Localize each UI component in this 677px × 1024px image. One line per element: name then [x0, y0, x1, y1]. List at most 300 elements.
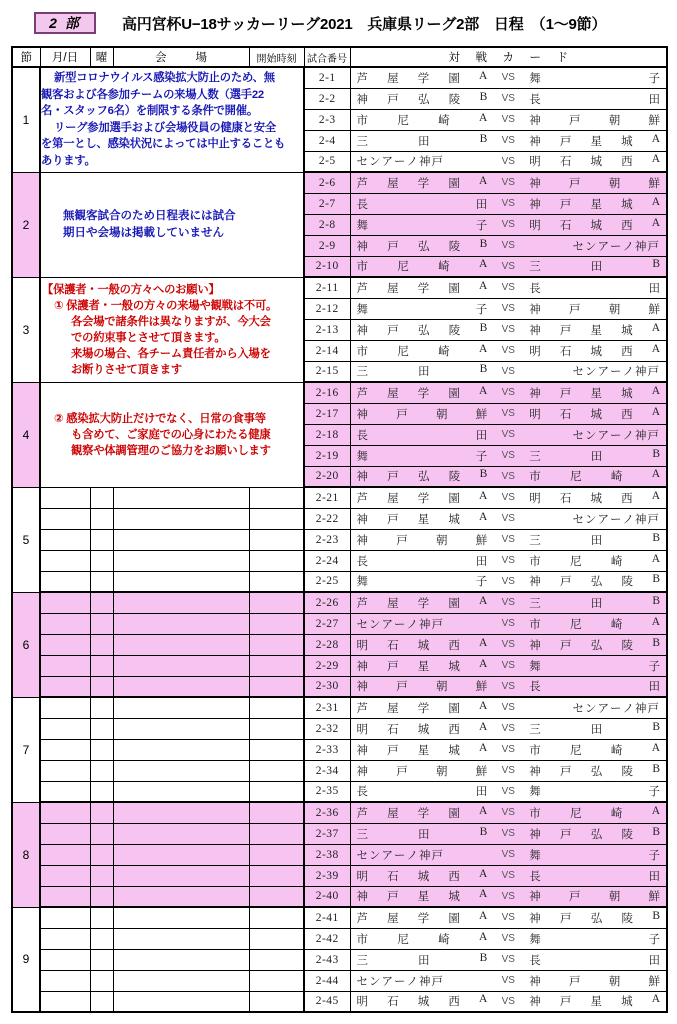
time-cell[interactable]: [249, 886, 304, 907]
match-number-cell: 2-21: [304, 487, 350, 508]
match-number-cell: 2-15: [304, 361, 350, 382]
dow-cell[interactable]: [90, 844, 113, 865]
venue-cell[interactable]: [113, 802, 249, 823]
time-cell[interactable]: [249, 571, 304, 592]
match-number-cell: 2-20: [304, 466, 350, 487]
table-row: [12, 760, 667, 781]
match-number-cell: 2-14: [304, 340, 350, 361]
time-cell[interactable]: [249, 718, 304, 739]
venue-cell[interactable]: [113, 949, 249, 970]
team-home: 神 戸 朝 鮮: [356, 681, 488, 694]
team-home: 芦 屋 学 園 A: [356, 594, 488, 610]
date-cell[interactable]: [40, 487, 90, 508]
team-away: セ ン ア ー ノ 神 戸: [572, 513, 660, 526]
date-cell[interactable]: [40, 655, 90, 676]
vs-label: VS: [501, 198, 515, 209]
table-row: [12, 655, 667, 676]
date-cell[interactable]: [40, 886, 90, 907]
dow-cell[interactable]: [90, 613, 113, 634]
venue-cell[interactable]: [113, 928, 249, 949]
date-cell[interactable]: [40, 802, 90, 823]
time-cell[interactable]: [249, 487, 304, 508]
page-title: 高円宮杯U−18サッカーリーグ2021 兵庫県リーグ2部 日程 （1〜9節）: [122, 15, 607, 33]
time-cell[interactable]: [249, 592, 304, 613]
team-home: 長 田: [356, 555, 488, 568]
dow-cell[interactable]: [90, 487, 113, 508]
match-card-cell: [350, 529, 667, 550]
venue-cell[interactable]: [113, 907, 249, 928]
vs-label: VS: [501, 513, 515, 524]
vs-label: VS: [501, 828, 515, 839]
vs-label: VS: [501, 890, 515, 902]
team-away: 市 尼 崎 A: [529, 615, 660, 631]
venue-cell[interactable]: [113, 592, 249, 613]
team-away: 舞 子: [529, 849, 660, 862]
match-number-cell: 2-36: [304, 802, 350, 823]
time-cell[interactable]: [249, 550, 304, 571]
dow-cell[interactable]: [90, 991, 113, 1012]
notice-block: [40, 172, 304, 277]
table-row: [12, 382, 667, 403]
table-body: [12, 67, 667, 1012]
team-home: 明 石 城 西 A: [356, 720, 488, 736]
notice-text: 新型コロナウイルス感染拡大防止のため、無 観客および各参加チームの来場人数（選手22 名・スタッフ6名）を制限する条件で開催。 リーグ参加選手および会場役員の健康と安全 を第一とし、感染状況によっては中止すること​も あります。: [41, 72, 286, 167]
date-cell[interactable]: [40, 844, 90, 865]
team-away: 明 石 城 西 A: [529, 153, 660, 169]
match-card-cell: [350, 508, 667, 529]
venue-cell[interactable]: [113, 739, 249, 760]
team-home: セ ン ア ー ノ 神 戸: [356, 975, 444, 988]
time-cell[interactable]: [249, 991, 304, 1012]
match-card-cell: [350, 88, 667, 109]
match-number-cell: 2-45: [304, 991, 350, 1012]
match-number-cell: 2-4: [304, 130, 350, 151]
dow-cell[interactable]: [90, 529, 113, 550]
match-card-cell: [350, 802, 667, 823]
date-cell[interactable]: [40, 529, 90, 550]
division-badge: 2 部: [34, 12, 96, 34]
match-number-cell: 2-18: [304, 424, 350, 445]
dow-cell[interactable]: [90, 718, 113, 739]
time-cell[interactable]: [249, 823, 304, 844]
match-number-cell: 2-5: [304, 151, 350, 172]
time-cell[interactable]: [249, 529, 304, 550]
col-header-section: 節: [12, 47, 40, 67]
team-away: 神 戸 朝 鮮: [529, 891, 660, 904]
match-number-cell: 2-27: [304, 613, 350, 634]
dow-cell[interactable]: [90, 865, 113, 886]
venue-cell[interactable]: [113, 823, 249, 844]
team-home: 芦 屋 学 園 A: [356, 909, 488, 925]
table-row: [12, 823, 667, 844]
venue-cell[interactable]: [113, 844, 249, 865]
match-number-cell: 2-8: [304, 214, 350, 235]
team-away: 神 戸 星 城 A: [529, 195, 660, 211]
team-home: 芦 屋 学 園 A: [356, 699, 488, 715]
vs-label: VS: [501, 870, 515, 881]
match-card-cell: [350, 928, 667, 949]
match-number-cell: 2-3: [304, 109, 350, 130]
team-away: 三 田 B: [529, 447, 660, 463]
vs-label: VS: [501, 324, 515, 335]
date-cell[interactable]: [40, 697, 90, 718]
match-card-cell: [350, 424, 667, 445]
team-home: 芦 屋 学 園 A: [356, 69, 488, 85]
team-away: 明 石 城 西 A: [529, 489, 660, 505]
match-card-cell: [350, 277, 667, 298]
dow-cell[interactable]: [90, 781, 113, 802]
match-number-cell: 2-34: [304, 760, 350, 781]
vs-label: VS: [501, 450, 515, 461]
match-number-cell: 2-32: [304, 718, 350, 739]
vs-label: VS: [501, 114, 515, 125]
date-cell[interactable]: [40, 718, 90, 739]
vs-label: VS: [501, 618, 515, 629]
vs-label: VS: [501, 912, 515, 924]
vs-label: VS: [501, 72, 515, 84]
schedule-table: [11, 46, 668, 1013]
table-row: [12, 550, 667, 571]
vs-label: VS: [501, 387, 515, 399]
vs-label: VS: [501, 470, 515, 482]
dow-cell[interactable]: [90, 634, 113, 655]
team-away: セ ン ア ー ノ 神 戸: [572, 366, 660, 379]
team-away: 明 石 城 西 A: [529, 405, 660, 421]
date-cell[interactable]: [40, 907, 90, 928]
table-row: [12, 676, 667, 697]
dow-cell[interactable]: [90, 760, 113, 781]
date-cell[interactable]: [40, 508, 90, 529]
match-number-cell: 2-35: [304, 781, 350, 802]
match-number-cell: 2-2: [304, 88, 350, 109]
date-cell[interactable]: [40, 781, 90, 802]
time-cell[interactable]: [249, 613, 304, 634]
team-home: 神 戸 弘 陵 B: [356, 468, 488, 484]
section-number-cell: 6: [12, 592, 40, 697]
match-card-cell: [350, 991, 667, 1012]
vs-label: VS: [501, 365, 515, 377]
vs-label: VS: [501, 660, 515, 671]
team-away: 明 石 城 西 A: [529, 342, 660, 358]
match-card-cell: [350, 466, 667, 487]
dow-cell[interactable]: [90, 676, 113, 697]
vs-label: VS: [501, 680, 515, 692]
team-away: 市 尼 崎 A: [529, 804, 660, 820]
team-home: セ ン ア ー ノ 神 戸: [356, 618, 444, 631]
match-card-cell: [350, 340, 667, 361]
col-header-match-no: 試合番号: [304, 47, 350, 67]
match-number-cell: 2-10: [304, 256, 350, 277]
section-number-cell: 9: [12, 907, 40, 1012]
team-away: 神 戸 星 城 A: [529, 993, 660, 1009]
team-home: 芦 屋 学 園 A: [356, 489, 488, 505]
date-cell[interactable]: [40, 865, 90, 886]
team-away: 神 戸 弘 陵 B: [529, 909, 660, 925]
team-home: 三 田 B: [356, 951, 488, 967]
time-cell[interactable]: [249, 844, 304, 865]
team-away: 市 尼 崎 A: [529, 468, 660, 484]
table-header: [12, 47, 667, 67]
match-card-cell: [350, 907, 667, 928]
venue-cell[interactable]: [113, 991, 249, 1012]
venue-cell[interactable]: [113, 508, 249, 529]
team-home: セ ン ア ー ノ 神 戸: [356, 156, 444, 169]
date-cell[interactable]: [40, 634, 90, 655]
team-home: 芦 屋 学 園 A: [356, 174, 488, 190]
team-home: 明 石 城 西 A: [356, 636, 488, 652]
time-cell[interactable]: [249, 697, 304, 718]
match-number-cell: 2-16: [304, 382, 350, 403]
team-home: 芦 屋 学 園 A: [356, 384, 488, 400]
table-row: [12, 844, 667, 865]
date-cell[interactable]: [40, 928, 90, 949]
team-home: 長 田: [356, 198, 488, 211]
col-header-dow: 曜: [90, 47, 113, 67]
match-card-cell: [350, 319, 667, 340]
match-card-cell: [350, 739, 667, 760]
section-number-cell: 7: [12, 697, 40, 802]
match-number-cell: 2-38: [304, 844, 350, 865]
col-header-venue: 会 場: [113, 47, 249, 67]
notice-text: ② 感染拡大防止だけでなく、日常の食事等 も含めて、ご家庭での心身にわたる健康 観察や体調管理のご協力をお願いします: [54, 412, 271, 457]
vs-label: VS: [501, 575, 515, 587]
match-card-cell: [350, 109, 667, 130]
match-number-cell: 2-9: [304, 235, 350, 256]
match-number-cell: 2-41: [304, 907, 350, 928]
match-number-cell: 2-1: [304, 67, 350, 88]
venue-cell[interactable]: [113, 865, 249, 886]
venue-cell[interactable]: [113, 487, 249, 508]
date-cell[interactable]: [40, 676, 90, 697]
venue-cell[interactable]: [113, 970, 249, 991]
dow-cell[interactable]: [90, 907, 113, 928]
venue-cell[interactable]: [113, 697, 249, 718]
dow-cell[interactable]: [90, 571, 113, 592]
team-away: 舞 子: [529, 933, 660, 946]
vs-label: VS: [501, 639, 515, 650]
team-away: 神 戸 弘 陵 B: [529, 636, 660, 652]
match-card-cell: [350, 550, 667, 571]
date-cell[interactable]: [40, 970, 90, 991]
venue-cell[interactable]: [113, 529, 249, 550]
match-number-cell: 2-37: [304, 823, 350, 844]
vs-label: VS: [501, 303, 515, 314]
match-number-cell: 2-24: [304, 550, 350, 571]
venue-cell[interactable]: [113, 550, 249, 571]
date-cell[interactable]: [40, 592, 90, 613]
team-away: 明 石 城 西 A: [529, 216, 660, 232]
section-number-cell: 5: [12, 487, 40, 592]
team-home: 市 尼 崎 A: [356, 930, 488, 946]
venue-cell[interactable]: [113, 613, 249, 634]
team-away: 神 戸 弘 陵 B: [529, 825, 660, 841]
team-home: 長 田: [356, 429, 488, 442]
match-number-cell: 2-33: [304, 739, 350, 760]
match-number-cell: 2-13: [304, 319, 350, 340]
match-card-cell: [350, 676, 667, 697]
dow-cell[interactable]: [90, 655, 113, 676]
table-row: [12, 739, 667, 760]
date-cell[interactable]: [40, 823, 90, 844]
match-card-cell: [350, 193, 667, 214]
vs-label: VS: [501, 408, 515, 419]
match-card-cell: [350, 298, 667, 319]
venue-cell[interactable]: [113, 655, 249, 676]
team-home: 神 戸 弘 陵 B: [356, 237, 488, 253]
time-cell[interactable]: [249, 634, 304, 655]
team-home: セ ン ア ー ノ 神 戸: [356, 849, 444, 862]
match-number-cell: 2-23: [304, 529, 350, 550]
team-away: セ ン ア ー ノ 神 戸: [572, 240, 660, 253]
team-home: 神 戸 星 城 A: [356, 657, 488, 673]
date-cell[interactable]: [40, 739, 90, 760]
dow-cell[interactable]: [90, 928, 113, 949]
team-away: 神 戸 星 城 A: [529, 384, 660, 400]
team-away: 市 尼 崎 A: [529, 552, 660, 568]
match-number-cell: 2-42: [304, 928, 350, 949]
table-row: [12, 781, 667, 802]
match-card-cell: [350, 445, 667, 466]
section-number-cell: 2: [12, 172, 40, 277]
match-card-cell: [350, 781, 667, 802]
time-cell[interactable]: [249, 508, 304, 529]
date-cell[interactable]: [40, 613, 90, 634]
vs-label: VS: [501, 260, 515, 272]
dow-cell[interactable]: [90, 592, 113, 613]
vs-label: VS: [501, 744, 515, 755]
time-cell[interactable]: [249, 760, 304, 781]
venue-cell[interactable]: [113, 634, 249, 655]
vs-label: VS: [501, 785, 515, 797]
team-home: 明 石 城 西 A: [356, 993, 488, 1009]
dow-cell[interactable]: [90, 886, 113, 907]
table-row: [12, 886, 667, 907]
match-card-cell: [350, 151, 667, 172]
team-home: 明 石 城 西 A: [356, 867, 488, 883]
match-card-cell: [350, 67, 667, 88]
dow-cell[interactable]: [90, 802, 113, 823]
time-cell[interactable]: [249, 802, 304, 823]
table-row: [12, 172, 667, 193]
venue-cell[interactable]: [113, 571, 249, 592]
team-home: 市 尼 崎 A: [356, 342, 488, 358]
table-row: [12, 991, 667, 1012]
date-cell[interactable]: [40, 760, 90, 781]
dow-cell[interactable]: [90, 823, 113, 844]
team-home: 芦 屋 学 園 A: [356, 279, 488, 295]
date-cell[interactable]: [40, 571, 90, 592]
vs-label: VS: [501, 492, 515, 504]
venue-cell[interactable]: [113, 781, 249, 802]
venue-cell[interactable]: [113, 718, 249, 739]
col-header-date: 月/日: [40, 47, 90, 67]
vs-label: VS: [501, 282, 515, 294]
vs-label: VS: [501, 345, 515, 356]
match-card-cell: [350, 760, 667, 781]
match-card-cell: [350, 592, 667, 613]
dow-cell[interactable]: [90, 697, 113, 718]
notice-block: [40, 382, 304, 487]
match-card-cell: [350, 172, 667, 193]
match-card-cell: [350, 886, 667, 907]
table-row: [12, 970, 667, 991]
team-away: 市 尼 崎 A: [529, 741, 660, 757]
team-away: 神 戸 星 城 A: [529, 132, 660, 148]
notice-block: [40, 277, 304, 382]
time-cell[interactable]: [249, 907, 304, 928]
table-row: [12, 67, 667, 88]
vs-label: VS: [501, 765, 515, 776]
dow-cell[interactable]: [90, 550, 113, 571]
match-number-cell: 2-28: [304, 634, 350, 655]
dow-cell[interactable]: [90, 949, 113, 970]
venue-cell[interactable]: [113, 886, 249, 907]
team-home: 神 戸 星 城 A: [356, 888, 488, 904]
table-row: [12, 697, 667, 718]
dow-cell[interactable]: [90, 970, 113, 991]
match-card-cell: [350, 256, 667, 277]
match-number-cell: 2-7: [304, 193, 350, 214]
team-away: 舞 子: [529, 72, 660, 85]
time-cell[interactable]: [249, 676, 304, 697]
col-header-start-time: 開始時刻: [249, 47, 304, 67]
team-home: 舞 子: [356, 450, 488, 463]
vs-label: VS: [501, 177, 515, 189]
time-cell[interactable]: [249, 970, 304, 991]
time-cell[interactable]: [249, 739, 304, 760]
table-row: [12, 277, 667, 298]
notice-text: 【保護者・一般の方々へのお願い】 ① 保護者・一般の方々の来場や観戦は不可。 各会場で諸条件は異なりますが、今大会 での約束事とさせて頂きます。 来場の場合、各チーム責任者から入場を お断りさせて頂きます: [42, 283, 278, 376]
time-cell[interactable]: [249, 865, 304, 886]
match-number-cell: 2-39: [304, 865, 350, 886]
time-cell[interactable]: [249, 781, 304, 802]
match-number-cell: 2-43: [304, 949, 350, 970]
team-away: セ ン ア ー ノ 神 戸: [572, 429, 660, 442]
dow-cell[interactable]: [90, 508, 113, 529]
team-home: 市 尼 崎 A: [356, 258, 488, 274]
col-header-card: 対 戦 カ ー ド: [350, 47, 667, 67]
match-card-cell: [350, 214, 667, 235]
time-cell[interactable]: [249, 928, 304, 949]
team-away: セ ン ア ー ノ 神 戸: [572, 702, 660, 715]
match-card-cell: [350, 361, 667, 382]
date-cell[interactable]: [40, 550, 90, 571]
venue-cell[interactable]: [113, 676, 249, 697]
team-home: 神 戸 朝 鮮: [356, 408, 488, 421]
match-number-cell: 2-31: [304, 697, 350, 718]
time-cell[interactable]: [249, 655, 304, 676]
time-cell[interactable]: [249, 949, 304, 970]
notice-block: [40, 67, 304, 172]
match-number-cell: 2-25: [304, 571, 350, 592]
vs-label: VS: [501, 849, 515, 860]
section-number-cell: 4: [12, 382, 40, 487]
table-row: [12, 529, 667, 550]
dow-cell[interactable]: [90, 739, 113, 760]
team-home: 三 田 B: [356, 825, 488, 841]
vs-label: VS: [501, 933, 515, 944]
table-row: [12, 907, 667, 928]
date-cell[interactable]: [40, 949, 90, 970]
team-home: 長 田: [356, 786, 488, 799]
date-cell[interactable]: [40, 991, 90, 1012]
match-card-cell: [350, 403, 667, 424]
match-number-cell: 2-29: [304, 655, 350, 676]
venue-cell[interactable]: [113, 760, 249, 781]
team-away: 長 田: [529, 954, 660, 967]
vs-label: VS: [501, 219, 515, 230]
table-row: [12, 592, 667, 613]
